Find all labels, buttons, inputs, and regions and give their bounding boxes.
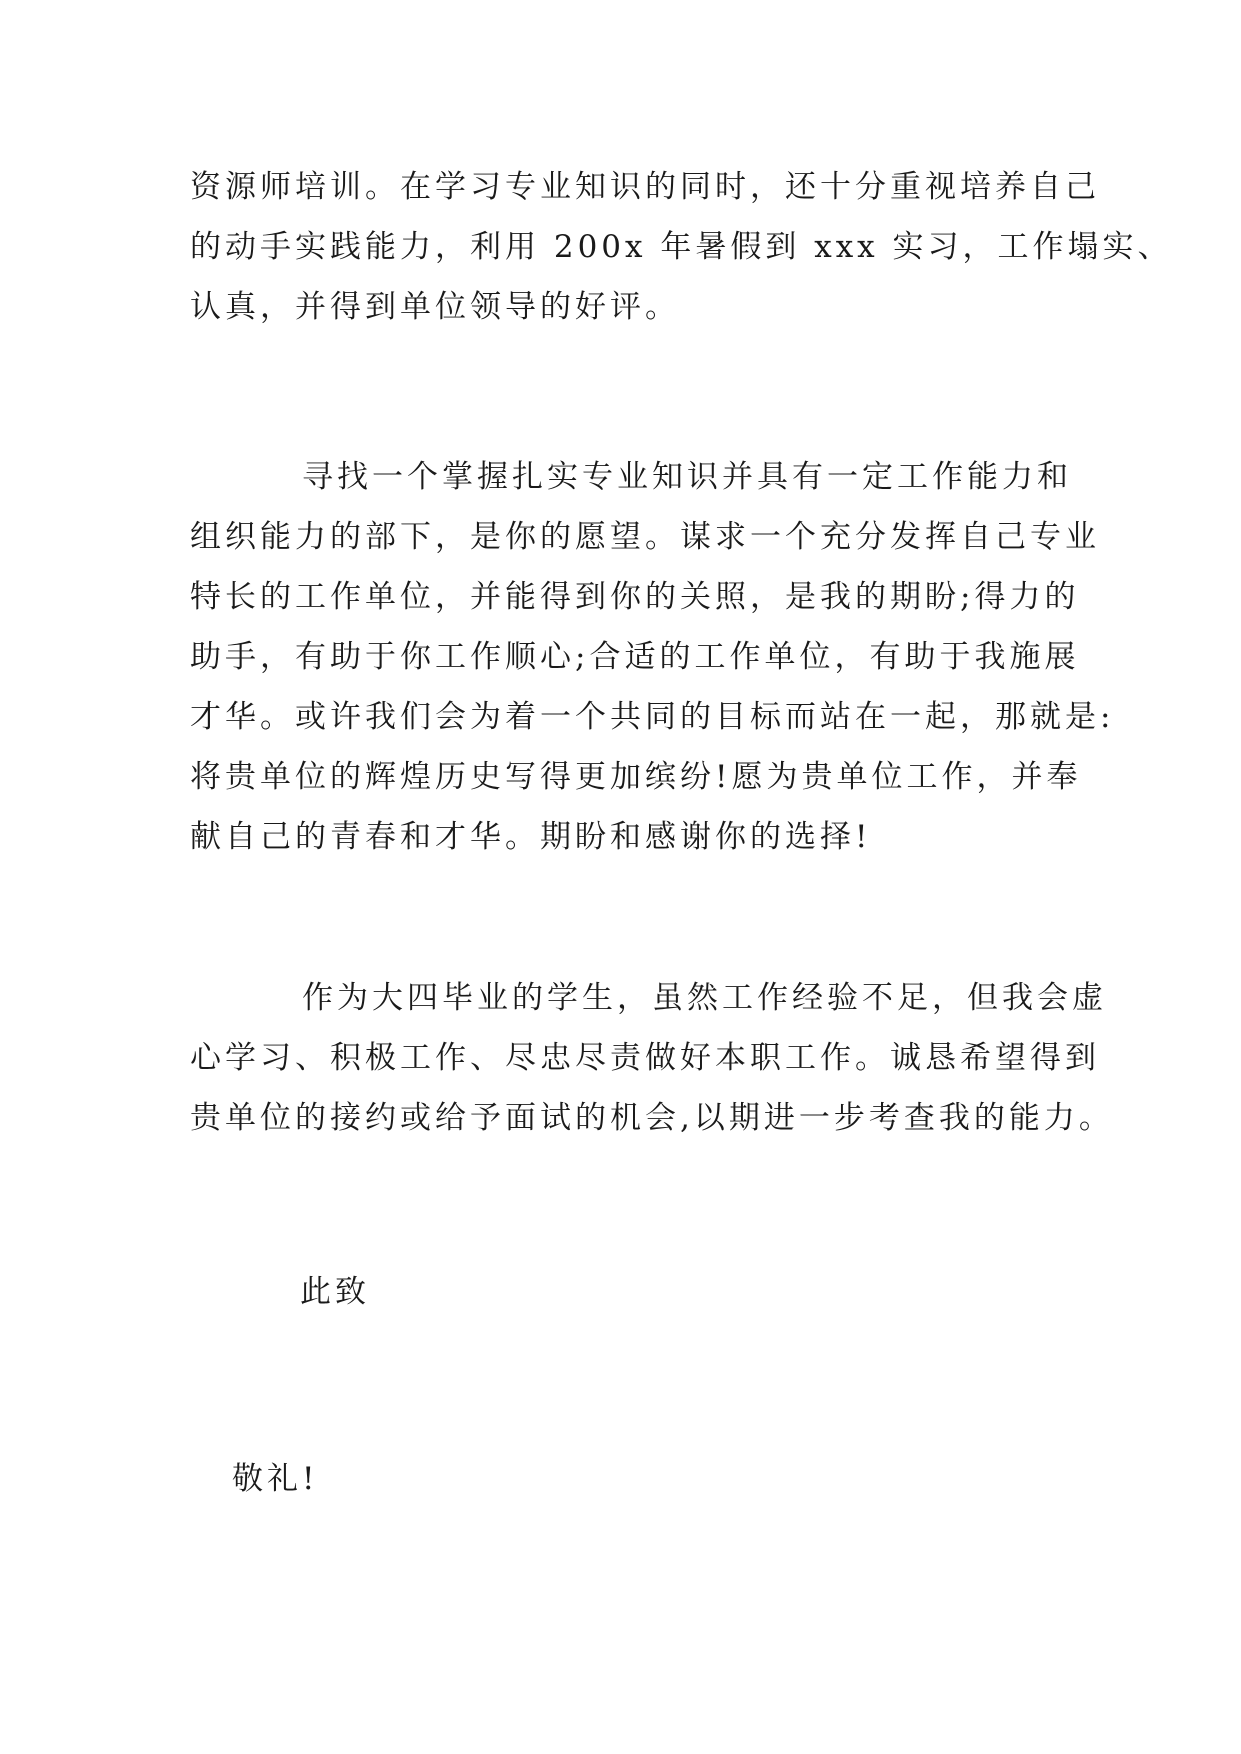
paragraph-1 bbox=[190, 157, 1173, 337]
paragraph-2-line: 特长的工作单位，并能得到你的关照，是我的期盼;得力的 bbox=[190, 579, 1080, 615]
paragraph-1-line: 的动手实践能力，利用 200x 年暑假到 xxx 实习，工作塌实、 bbox=[190, 229, 1173, 265]
paragraph-2 bbox=[190, 447, 1115, 867]
paragraph-3-line: 贵单位的接约或给予面试的机会,以期进一步考查我的能力。 bbox=[190, 1100, 1114, 1136]
paragraph-1-line: 资源师培训。在学习专业知识的同时，还十分重视培养自己 bbox=[190, 169, 1100, 205]
paragraph-3-line: 作为大四毕业的学生，虽然工作经验不足，但我会虚 bbox=[302, 980, 1107, 1016]
paragraph-2-line: 将贵单位的辉煌历史写得更加缤纷!愿为贵单位工作，并奉 bbox=[190, 759, 1082, 795]
closing-salutation: 此致 bbox=[300, 1274, 370, 1310]
paragraph-2-line: 寻找一个掌握扎实专业知识并具有一定工作能力和 bbox=[302, 459, 1072, 495]
closing-regards: 敬礼! bbox=[232, 1461, 319, 1497]
paragraph-2-line: 献自己的青春和才华。期盼和感谢你的选择! bbox=[190, 819, 872, 855]
paragraph-3-line: 心学习、积极工作、尽忠尽责做好本职工作。诚恳希望得到 bbox=[190, 1040, 1100, 1076]
paragraph-3 bbox=[190, 968, 1114, 1148]
paragraph-2-line: 助手，有助于你工作顺心;合适的工作单位，有助于我施展 bbox=[190, 639, 1080, 675]
paragraph-2-line: 才华。或许我们会为着一个共同的目标而站在一起，那就是: bbox=[190, 699, 1115, 735]
paragraph-2-line: 组织能力的部下，是你的愿望。谋求一个充分发挥自己专业 bbox=[190, 519, 1100, 555]
paragraph-1-line: 认真，并得到单位领导的好评。 bbox=[190, 289, 680, 325]
